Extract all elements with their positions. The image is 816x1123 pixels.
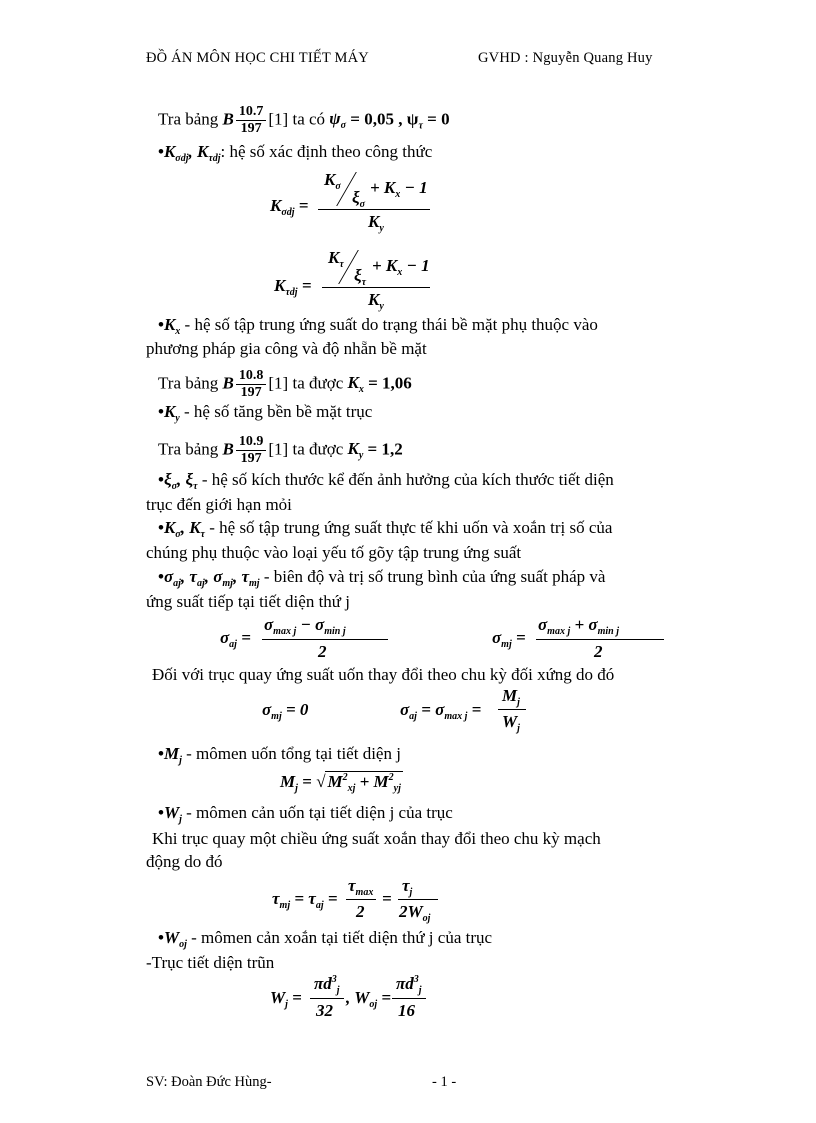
bullet-sigma: $•\sigma_{aj}$, $\tau_{aj}$, $\sigma_{mj}$, $\tau_{mj}$ - biên độ và trị số trung bình của ứng suất pháp và [158, 567, 606, 589]
psi-values: = 0,05 , ψ [350, 109, 419, 129]
bullet-kx: $•K_x$ - hệ số tập trung ứng suất do trạng thái bề mặt phụ thuộc vào [158, 315, 598, 337]
bullet-k-text-a: - hệ số tập trung ứng suất thực tế khi uốn và xoắn trị số của [209, 518, 613, 537]
table-ref-den: 197 [240, 121, 262, 136]
formula-tau: $\tau_{mj} = \tau_{aj}$ = $\tau_{max}$ 2 = $\tau_j$ $2W_{oj}$ [272, 876, 452, 926]
bullet-sigma-cont: ứng suất tiếp tại tiết diện thứ j [146, 592, 350, 611]
bullet-xi: $•\xi_\sigma$, $\xi_\tau$ - hệ số kích thước kể đến ảnh hưởng của kích thước tiết diện [158, 470, 614, 492]
para-torsion-cont: động do đó [146, 852, 223, 871]
header-title: ĐỒ ÁN MÔN HỌC CHI TIẾT MÁY [146, 50, 369, 66]
table-ref-fraction [236, 104, 267, 137]
ref-label: [1] [268, 439, 289, 459]
table-ref-num: 10.7 [236, 104, 267, 121]
bullet-k-dj: $•K_{\sigma dj}$, $K_{\tau dj}$: hệ số xác định theo công thức [158, 142, 433, 164]
round-shaft-label: -Trục tiết diện trũn [146, 953, 275, 972]
ref-label: [1] [268, 373, 289, 393]
bullet-xi-text-a: - hệ số kích thước kể đến ảnh hưởng của kích thước tiết diện [201, 470, 614, 489]
ref-label: [1] [268, 109, 289, 129]
page-number: - 1 - [432, 1074, 457, 1090]
bullet-woj-text: - mômen cản xoắn tại tiết diện thứ j của trục [191, 928, 493, 947]
bullet-ky-text: - hệ số tăng bền bề mặt trục [184, 402, 373, 421]
formula-sigma-aj: $\sigma_{aj}$ = $\sigma_{max j} - \sigma_{min j}$ 2 [220, 615, 400, 665]
formula-k-tau-dj: $K_{\tau dj}$ = $K_\tau$ $\xi_\tau$ + $K_x - 1$ $K_y$ [274, 248, 430, 312]
formula-mj: $M_j$ = √ $M^2_{xj} + M^2_{yj}$ [280, 772, 401, 794]
para-bending: Đối với trục quay ứng suất uốn thay đổi theo chu kỳ đối xứng do đó [152, 665, 615, 684]
tra-bang-label: Tra bảng [158, 439, 219, 459]
formula-sigma-mj-zero: $\sigma_{mj} = 0$ [262, 700, 309, 722]
bullet-mj: $•M_j$ - mômen uốn tổng tại tiết diện j [158, 744, 401, 766]
tra-bang-label: Tra bảng [158, 373, 219, 393]
bullet-wj-text: - mômen cản uốn tại tiết diện j của trục [186, 803, 453, 822]
table-ref-den: 197 [240, 385, 262, 400]
formula-sigma-aj-max: $\sigma_{aj} = \sigma_{max j}$ = $M_j$ $W_j$ [400, 686, 540, 736]
header-instructor: GVHD : Nguyễn Quang Huy [478, 50, 653, 66]
bullet-mj-text: - mômen uốn tổng tại tiết diện j [186, 744, 401, 763]
formula-w-round: $W_j$ = $\pi d^3_j$ 32 , $W_{oj}$ = $\pi d^3_j$ 16 [270, 974, 450, 1024]
table-ref-den: 197 [240, 451, 262, 466]
bullet-woj: $•W_{oj}$ - mômen cản xoắn tại tiết diện thứ j của trục [158, 928, 493, 950]
bullet-xi-cont: trục đến giới hạn mỏi [146, 495, 292, 514]
psi-tail: = 0 [427, 109, 450, 129]
ta-duoc-label: ta được [292, 373, 344, 393]
table-ref-kx: Tra bảng B $\frac{10.8}{197}$ [1] ta được $K_x = 1,06$ [158, 368, 412, 400]
tra-bang-label: Tra bảng [158, 109, 219, 129]
bullet-kx-text-a: - hệ số tập trung ứng suất do trạng thái bề mặt phụ thuộc vào [184, 315, 598, 334]
bullet-wj: $•W_j$ - mômen cản uốn tại tiết diện j của trục [158, 803, 453, 825]
table-ref-num: 10.8 [236, 368, 267, 385]
formula-k-sigma-dj: $K_{\sigma dj}$ = $K_\sigma$ $\xi_\sigma$ + $K_x - 1$ $K_y$ [270, 168, 440, 238]
ta-duoc-label: ta được [292, 439, 344, 459]
ta-co-label: ta có [292, 109, 326, 129]
bullet-ky: $•K_y$ - hệ số tăng bền bề mặt trục [158, 402, 373, 424]
bullet-k-cont: chúng phụ thuộc vào loại yếu tố gõy tập trung ứng suất [146, 543, 522, 562]
table-ref-psi: Tra bảng B $\frac{10.7}{197}$ [1] ta có $\psi_\sigma = 0,05$ , $\psi_\tau = 0$ [158, 104, 450, 136]
bullet-kx-cont: phương pháp gia công và độ nhẵn bề mặt [146, 339, 427, 358]
para-torsion: Khi trục quay một chiều ứng suất xoắn thay đổi theo chu kỳ mạch [152, 829, 601, 848]
ky-value: = 1,2 [367, 439, 403, 459]
bullet-k-sigma-tau: $•K_\sigma$, $K_\tau$ - hệ số tập trung ứng suất thực tế khi uốn và xoắn trị số của [158, 518, 613, 540]
table-ref-ky: Tra bảng B $\frac{10.9}{197}$ [1] ta được $K_y = 1,2$ [158, 434, 403, 466]
footer-student: SV: Đoàn Đức Hùng- [146, 1074, 272, 1090]
table-ref-num: 10.9 [236, 434, 267, 451]
bullet-k-dj-text: : hệ số xác định theo công thức [220, 142, 433, 161]
formula-sigma-mj: $\sigma_{mj}$ = $\sigma_{max j} + \sigma_{min j}$ 2 [492, 615, 672, 665]
bullet-sigma-text-a: - biên độ và trị số trung bình của ứng suất pháp và [263, 567, 606, 586]
kx-value: = 1,06 [368, 373, 412, 393]
